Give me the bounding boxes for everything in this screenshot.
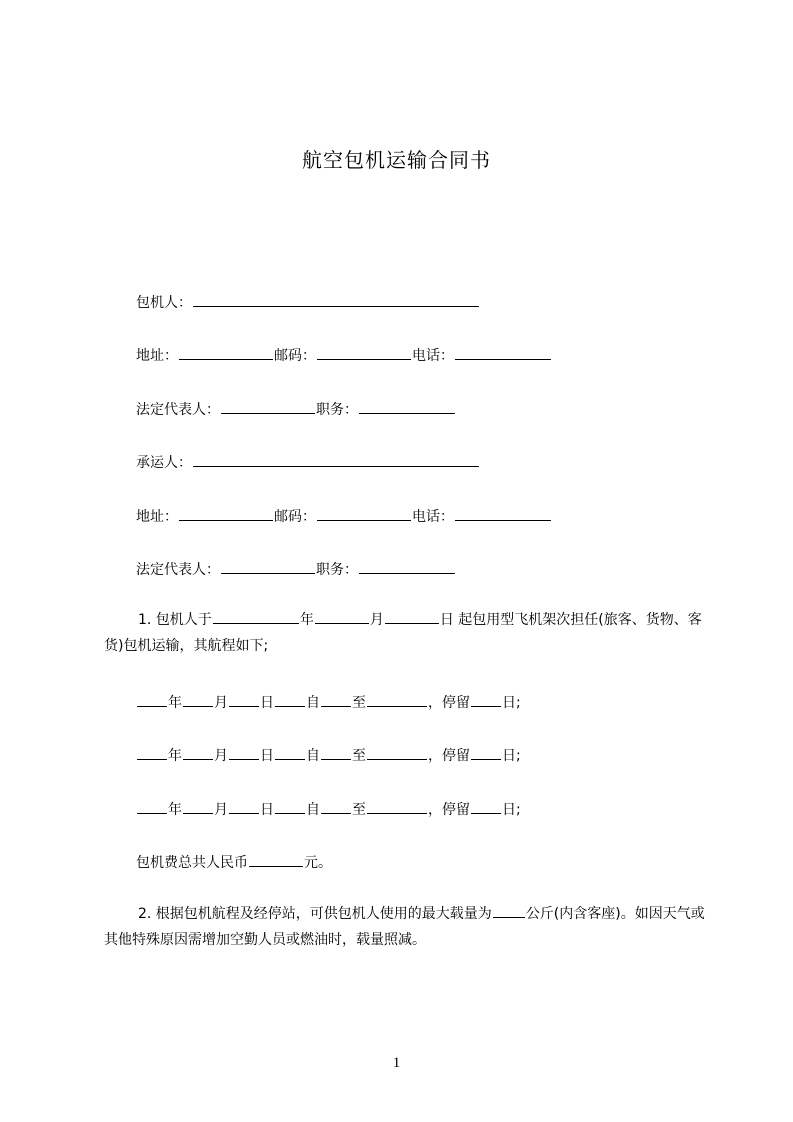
month-label: 月: [369, 612, 384, 628]
itinerary-day-field[interactable]: [229, 692, 259, 707]
itinerary-row: [136, 745, 521, 766]
itinerary-destination-field[interactable]: [367, 692, 427, 707]
clause-2: [104, 901, 714, 953]
itinerary-to-field[interactable]: [321, 692, 351, 707]
itinerary-day-field[interactable]: [229, 745, 259, 760]
carrier-name-field[interactable]: [193, 452, 479, 467]
phone-label: 电话：: [412, 348, 454, 364]
charterer-legal-rep-line: [136, 399, 456, 420]
charterer-legal-rep-field[interactable]: [221, 399, 315, 414]
to-label: 至: [352, 802, 366, 818]
day-label: 日: [260, 695, 274, 711]
itinerary-day-field[interactable]: [229, 799, 259, 814]
clause-2-text: 2. 根据包机航程及经停站，可供包机人使用的最大载量为: [138, 906, 492, 922]
charterer-name-field[interactable]: [193, 292, 479, 307]
carrier-label: 承运人：: [136, 455, 192, 471]
itinerary-from-field[interactable]: [275, 799, 305, 814]
to-label: 至: [352, 748, 366, 764]
itinerary-to-field[interactable]: [321, 745, 351, 760]
itinerary-destination-field[interactable]: [367, 745, 427, 760]
charterer-phone-field[interactable]: [455, 345, 551, 360]
itinerary-from-field[interactable]: [275, 745, 305, 760]
year-label: 年: [168, 695, 182, 711]
itinerary-row: [136, 799, 521, 820]
from-label: 自: [306, 802, 320, 818]
postcode-label: 邮码：: [274, 348, 316, 364]
carrier-address-line: [136, 506, 552, 527]
year-label: 年: [168, 748, 182, 764]
itinerary-stay-field[interactable]: [471, 692, 501, 707]
carrier-address-field[interactable]: [179, 506, 273, 521]
itinerary-year-field[interactable]: [137, 799, 167, 814]
legal-rep-label: 法定代表人：: [136, 562, 220, 578]
month-label: 月: [214, 695, 228, 711]
charterer-name-line: [136, 292, 480, 313]
day-label: 日: [260, 748, 274, 764]
position-label: 职务：: [316, 562, 358, 578]
itinerary-to-field[interactable]: [321, 799, 351, 814]
itinerary-destination-field[interactable]: [367, 799, 427, 814]
from-label: 自: [306, 695, 320, 711]
year-label: 年: [299, 612, 314, 628]
day-label: 日: [260, 802, 274, 818]
postcode-label: 邮码：: [274, 509, 316, 525]
charterer-address-field[interactable]: [179, 345, 273, 360]
phone-label: 电话：: [412, 509, 454, 525]
start-month-field[interactable]: [315, 609, 369, 624]
itinerary-month-field[interactable]: [183, 692, 213, 707]
start-year-field[interactable]: [213, 609, 299, 624]
page-number: 1: [392, 1055, 401, 1071]
stay-label: ，停留: [428, 802, 470, 818]
charterer-position-field[interactable]: [359, 399, 455, 414]
itinerary-year-field[interactable]: [137, 745, 167, 760]
carrier-legal-rep-field[interactable]: [221, 559, 315, 574]
clause-2-rest: 公斤(内含客座)。如因天气或其他特殊原因需增加空勤人员或燃油时，载量照减。: [104, 906, 705, 948]
month-label: 月: [214, 748, 228, 764]
day-end-label: 日;: [502, 748, 521, 764]
fee-unit: 元。: [304, 855, 332, 871]
from-label: 自: [306, 748, 320, 764]
address-label: 地址：: [136, 348, 178, 364]
itinerary-from-field[interactable]: [275, 692, 305, 707]
day-end-label: 日;: [502, 695, 521, 711]
fee-amount-field[interactable]: [249, 852, 303, 867]
itinerary-row: [136, 692, 521, 713]
charterer-address-line: [136, 345, 552, 366]
carrier-position-field[interactable]: [359, 559, 455, 574]
stay-label: ，停留: [428, 695, 470, 711]
start-day-field[interactable]: [385, 609, 439, 624]
day-end-label: 日;: [502, 802, 521, 818]
fee-line: [136, 852, 332, 873]
carrier-name-line: [136, 452, 480, 473]
charterer-label: 包机人：: [136, 295, 192, 311]
clause-1: [104, 607, 714, 659]
carrier-postcode-field[interactable]: [317, 506, 411, 521]
year-label: 年: [168, 802, 182, 818]
to-label: 至: [352, 695, 366, 711]
month-label: 月: [214, 802, 228, 818]
carrier-phone-field[interactable]: [455, 506, 551, 521]
document-title: 航空包机运输合同书: [302, 148, 491, 172]
itinerary-year-field[interactable]: [137, 692, 167, 707]
clause-1-text: 1. 包机人于: [138, 612, 212, 628]
max-load-field[interactable]: [493, 903, 525, 918]
fee-label: 包机费总共人民币: [136, 855, 248, 871]
clause-1-rest: 日 起包用型飞机架次担任(旅客、货物、客货)包机运输，其航程如下;: [104, 612, 702, 654]
carrier-legal-rep-line: [136, 559, 456, 580]
charterer-postcode-field[interactable]: [317, 345, 411, 360]
stay-label: ，停留: [428, 748, 470, 764]
position-label: 职务：: [316, 402, 358, 418]
itinerary-month-field[interactable]: [183, 799, 213, 814]
itinerary-stay-field[interactable]: [471, 799, 501, 814]
itinerary-stay-field[interactable]: [471, 745, 501, 760]
legal-rep-label: 法定代表人：: [136, 402, 220, 418]
address-label: 地址：: [136, 509, 178, 525]
itinerary-month-field[interactable]: [183, 745, 213, 760]
